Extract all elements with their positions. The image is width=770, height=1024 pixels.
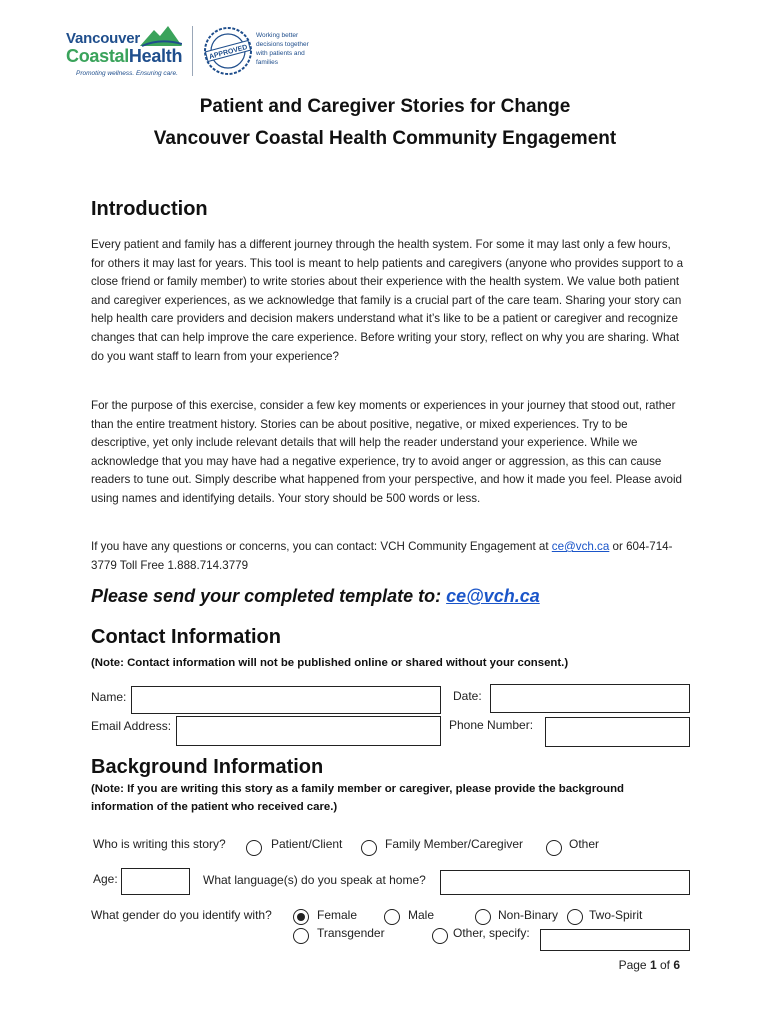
contact-heading: Contact Information xyxy=(91,626,281,648)
vch-logo xyxy=(66,24,186,80)
option-transgender: Transgender xyxy=(317,926,385,940)
option-female: Female xyxy=(317,908,358,922)
radio-other-specify[interactable] xyxy=(432,928,448,944)
seal-caption: Working better decisions together with patients and families xyxy=(256,32,309,66)
language-field[interactable] xyxy=(440,870,690,895)
email-field[interactable] xyxy=(176,716,441,746)
gender-other-field[interactable] xyxy=(540,929,690,951)
page-title: Patient and Caregiver Stories for Change xyxy=(199,96,571,117)
logo-line2: CoastalHealth xyxy=(66,46,183,66)
mountain-logo-icon xyxy=(140,24,182,48)
name-label: Name: xyxy=(91,690,127,704)
background-heading: Background Information xyxy=(91,756,324,778)
logo-line1: Vancouver xyxy=(66,30,141,47)
email-label: Email Address: xyxy=(91,719,172,733)
option-patient-client: Patient/Client xyxy=(271,837,343,851)
page-subtitle: Vancouver Coastal Health Community Engagement xyxy=(153,128,617,149)
contact-note: (Note: Contact information will not be published online or shared without your consent.) xyxy=(91,657,569,669)
svg-text:APPROVED: APPROVED xyxy=(208,43,249,61)
approved-seal-icon xyxy=(203,26,253,76)
radio-non-binary[interactable] xyxy=(475,909,491,925)
radio-two-spirit[interactable] xyxy=(567,909,583,925)
intro-heading: Introduction xyxy=(91,198,208,220)
option-family-caregiver: Family Member/Caregiver xyxy=(385,837,524,851)
age-field[interactable] xyxy=(121,868,190,895)
radio-family-caregiver[interactable] xyxy=(361,840,377,856)
date-field[interactable] xyxy=(490,684,690,713)
phone-label: Phone Number: xyxy=(449,718,534,732)
send-email-link[interactable]: ce@vch.ca xyxy=(446,586,540,606)
logo-tagline: Promoting wellness. Ensuring care. xyxy=(76,70,178,77)
intro-paragraph-2: For the purpose of this exercise, consider a few key moments or experiences in your journey that stood out, rather than the entire treatment history. Stories can be about positive, negative, or mixed experiences. Try to be descriptive, yet only include relevant details that will help the reader understand your experience. While we acknowledge that you may have had a negative experience, try to avoid anger or aggression, as this can cause readers to tune out. Simply describe what happened from your perspective, and how it made you feel. Please avoid using names and identifying details. Your story should be 500 words or less. xyxy=(91,399,682,505)
radio-transgender[interactable] xyxy=(293,928,309,944)
option-other: Other xyxy=(569,837,600,851)
radio-female[interactable] xyxy=(293,909,309,925)
option-other-specify: Other, specify: xyxy=(453,926,530,940)
radio-other[interactable] xyxy=(546,840,562,856)
writer-question: Who is writing this story? xyxy=(93,837,226,851)
background-note: (Note: If you are writing this story as a family member or caregiver, please provide the background information of the patient who received care.) xyxy=(91,783,624,813)
phone-field[interactable] xyxy=(545,717,690,747)
contact-email-link[interactable]: ce@vch.ca xyxy=(551,540,610,553)
intro-paragraph-3: If you have any questions or concerns, you can contact: VCH Community Engagement at ce@vch.ca or 604-714-3779 Toll Free 1.888.714.3779 xyxy=(91,540,673,572)
name-field[interactable] xyxy=(131,686,441,714)
page-number: Page 1 of 6 xyxy=(618,958,680,972)
gender-question: What gender do you identify with? xyxy=(91,908,272,922)
date-label: Date: xyxy=(453,689,482,703)
intro-paragraph-1: Every patient and family has a different journey through the health system. For some it may last only a few hours, for others it may last for years. This tool is meant to help patients and caregivers (anyone who provides support to a close friend or family member) to write stories about their experience with the health system. We value both patient and caregiver experiences, as we acknowledge that family is a crucial part of the care team. Sharing your story can help health care providers and decision makers understand what it’s like to be a patient or caregiver and recognize changes that can help improve the care experience. Before writing your story, reflect on why you are sharing. What do you want staff to learn from your experience? xyxy=(91,238,684,363)
option-male: Male xyxy=(408,908,435,922)
option-non-binary: Non-Binary xyxy=(498,908,559,922)
logo-divider xyxy=(192,26,193,76)
language-label: What language(s) do you speak at home? xyxy=(203,873,426,887)
send-instruction: Please send your completed template to: ce@vch.ca xyxy=(91,586,540,606)
radio-patient-client[interactable] xyxy=(246,840,262,856)
option-two-spirit: Two-Spirit xyxy=(589,908,643,922)
age-label: Age: xyxy=(93,872,118,886)
radio-male[interactable] xyxy=(384,909,400,925)
